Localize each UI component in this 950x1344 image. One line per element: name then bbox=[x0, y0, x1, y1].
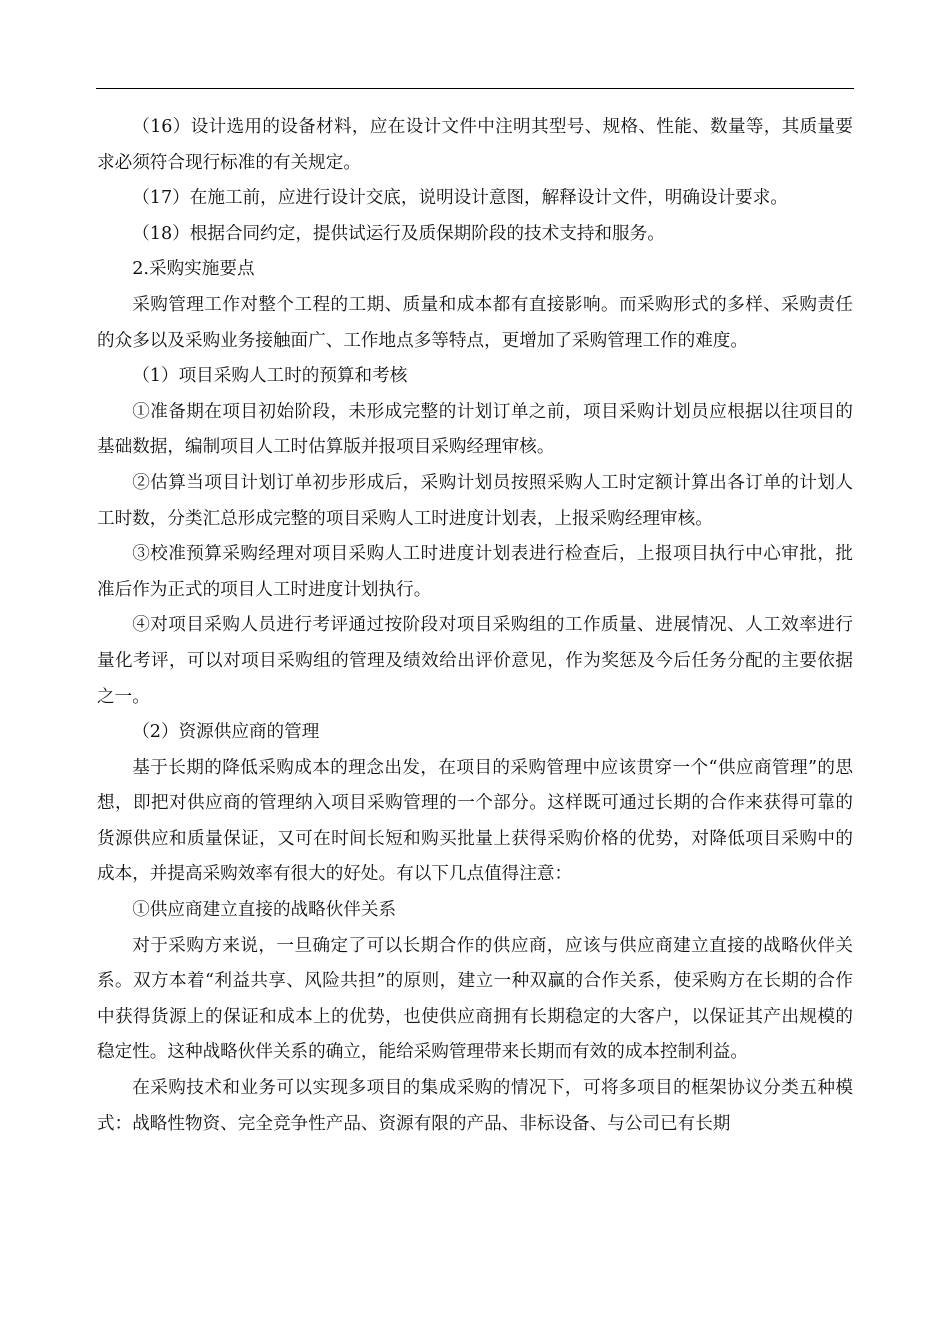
paragraph: （16）设计选用的设备材料，应在设计文件中注明其型号、规格、性能、数量等，其质量要求必须符合现行标准的有关规定。 bbox=[97, 117, 853, 173]
paragraph: 在采购技术和业务可以实现多项目的集成采购的情况下，可将多项目的框架协议分类五种模式：战略性物资、完全竞争性产品、资源有限的产品、非标设备、与公司已有长期 bbox=[97, 1078, 853, 1134]
subsection-heading: （1）项目采购人工时的预算和考核 bbox=[132, 366, 408, 387]
section-heading: 2.采购实施要点 bbox=[132, 259, 255, 280]
paragraph: ③校准预算采购经理对项目采购人工时进度计划表进行检查后，上报项目执行中心审批，批准后作为正式的项目人工时进度计划执行。 bbox=[97, 544, 853, 600]
paragraph: ④对项目采购人员进行考评通过按阶段对项目采购组的工作质量、进展情况、人工效率进行量化考评，可以对项目采购组的管理及绩效给出评价意见，作为奖惩及今后任务分配的主要依据之一。 bbox=[97, 615, 853, 707]
subsection-heading: （2）资源供应商的管理 bbox=[132, 722, 320, 743]
document-body bbox=[97, 110, 853, 1142]
paragraph: （17）在施工前，应进行设计交底，说明设计意图，解释设计文件，明确设计要求。 bbox=[132, 188, 788, 209]
paragraph: （18）根据合同约定，提供试运行及质保期阶段的技术支持和服务。 bbox=[132, 223, 665, 244]
item-heading: ①供应商建立直接的战略伙伴关系 bbox=[132, 900, 397, 921]
paragraph: 基于长期的降低采购成本的理念出发，在项目的采购管理中应该贯穿一个“供应商管理”的思想，即把对供应商的管理纳入项目采购管理的一个部分。这样既可通过长期的合作来获得可靠的货源供应和质量保证，又可在时间长短和购买批量上获得采购价格的优势，对降低项目采购中的成本，并提高采购效率有很大的好处。有以下几点值得注意： bbox=[97, 757, 853, 885]
paragraph: ②估算当项目计划订单初步形成后，采购计划员按照采购人工时定额计算出各订单的计划人工时数，分类汇总形成完整的项目采购人工时进度计划表，上报采购经理审核。 bbox=[97, 472, 853, 529]
paragraph: 采购管理工作对整个工程的工期、质量和成本都有直接影响。而采购形式的多样、采购责任的众多以及采购业务接触面广、工作地点多等特点，更增加了采购管理工作的难度。 bbox=[97, 294, 853, 351]
header-rule bbox=[96, 88, 854, 89]
paragraph: ①准备期在项目初始阶段，未形成完整的计划订单之前，项目采购计划员应根据以往项目的基础数据，编制项目人工时估算版并报项目采购经理审核。 bbox=[97, 401, 853, 458]
paragraph: 对于采购方来说，一旦确定了可以长期合作的供应商，应该与供应商建立直接的战略伙伴关系。双方本着“利益共享、风险共担”的原则，建立一种双赢的合作关系，使采购方在长期的合作中获得货源上的保证和成本上的优势，也使供应商拥有长期稳定的大客户，以保证其产出规模的稳定性。这种战略伙伴关系的确立，能给采购管理带来长期而有效的成本控制利益。 bbox=[97, 935, 853, 1063]
